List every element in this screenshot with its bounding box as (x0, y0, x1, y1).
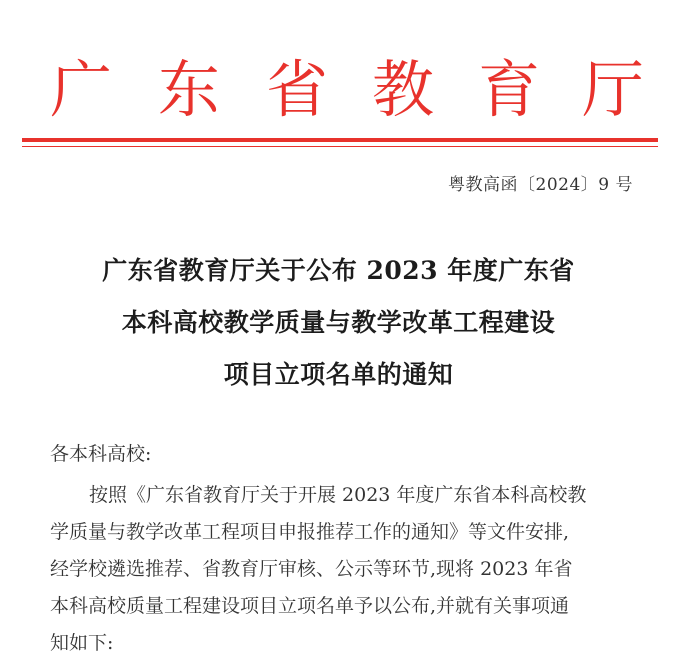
body-paragraph-line: 学质量与教学改革工程项目申报推荐工作的通知》等文件安排, (50, 521, 570, 543)
body-paragraph-line: 经学校遴选推荐、省教育厅审核、公示等环节,现将 2023 年省 (50, 558, 573, 580)
masthead-char-4: 教 (372, 53, 435, 126)
masthead-char-6: 厅 (582, 53, 645, 126)
body-paragraph-line: 按照《广东省教育厅关于开展 2023 年度广东省本科高校教 (89, 484, 587, 506)
header-rule-thin (22, 146, 658, 147)
document-number: 粤教高函〔2024〕9 号 (448, 175, 633, 195)
title-line-2: 本科高校教学质量与教学改革工程建设 (121, 308, 556, 337)
masthead-char-2: 东 (158, 53, 221, 126)
title-line-1: 广东省教育厅关于公布 2023 年度广东省 (102, 256, 575, 285)
masthead-char-1: 广 (50, 53, 113, 126)
header-rule-thick (22, 138, 658, 142)
body-paragraph-line: 本科高校质量工程建设项目立项名单予以公布,并就有关事项通 (50, 595, 570, 617)
salutation: 各本科高校: (50, 443, 152, 465)
body-paragraph-line: 知如下: (50, 632, 114, 654)
masthead-char-5: 育 (478, 53, 541, 126)
masthead (0, 50, 677, 130)
title-line-3: 项目立项名单的通知 (223, 360, 454, 389)
masthead-char-3: 省 (266, 53, 329, 126)
